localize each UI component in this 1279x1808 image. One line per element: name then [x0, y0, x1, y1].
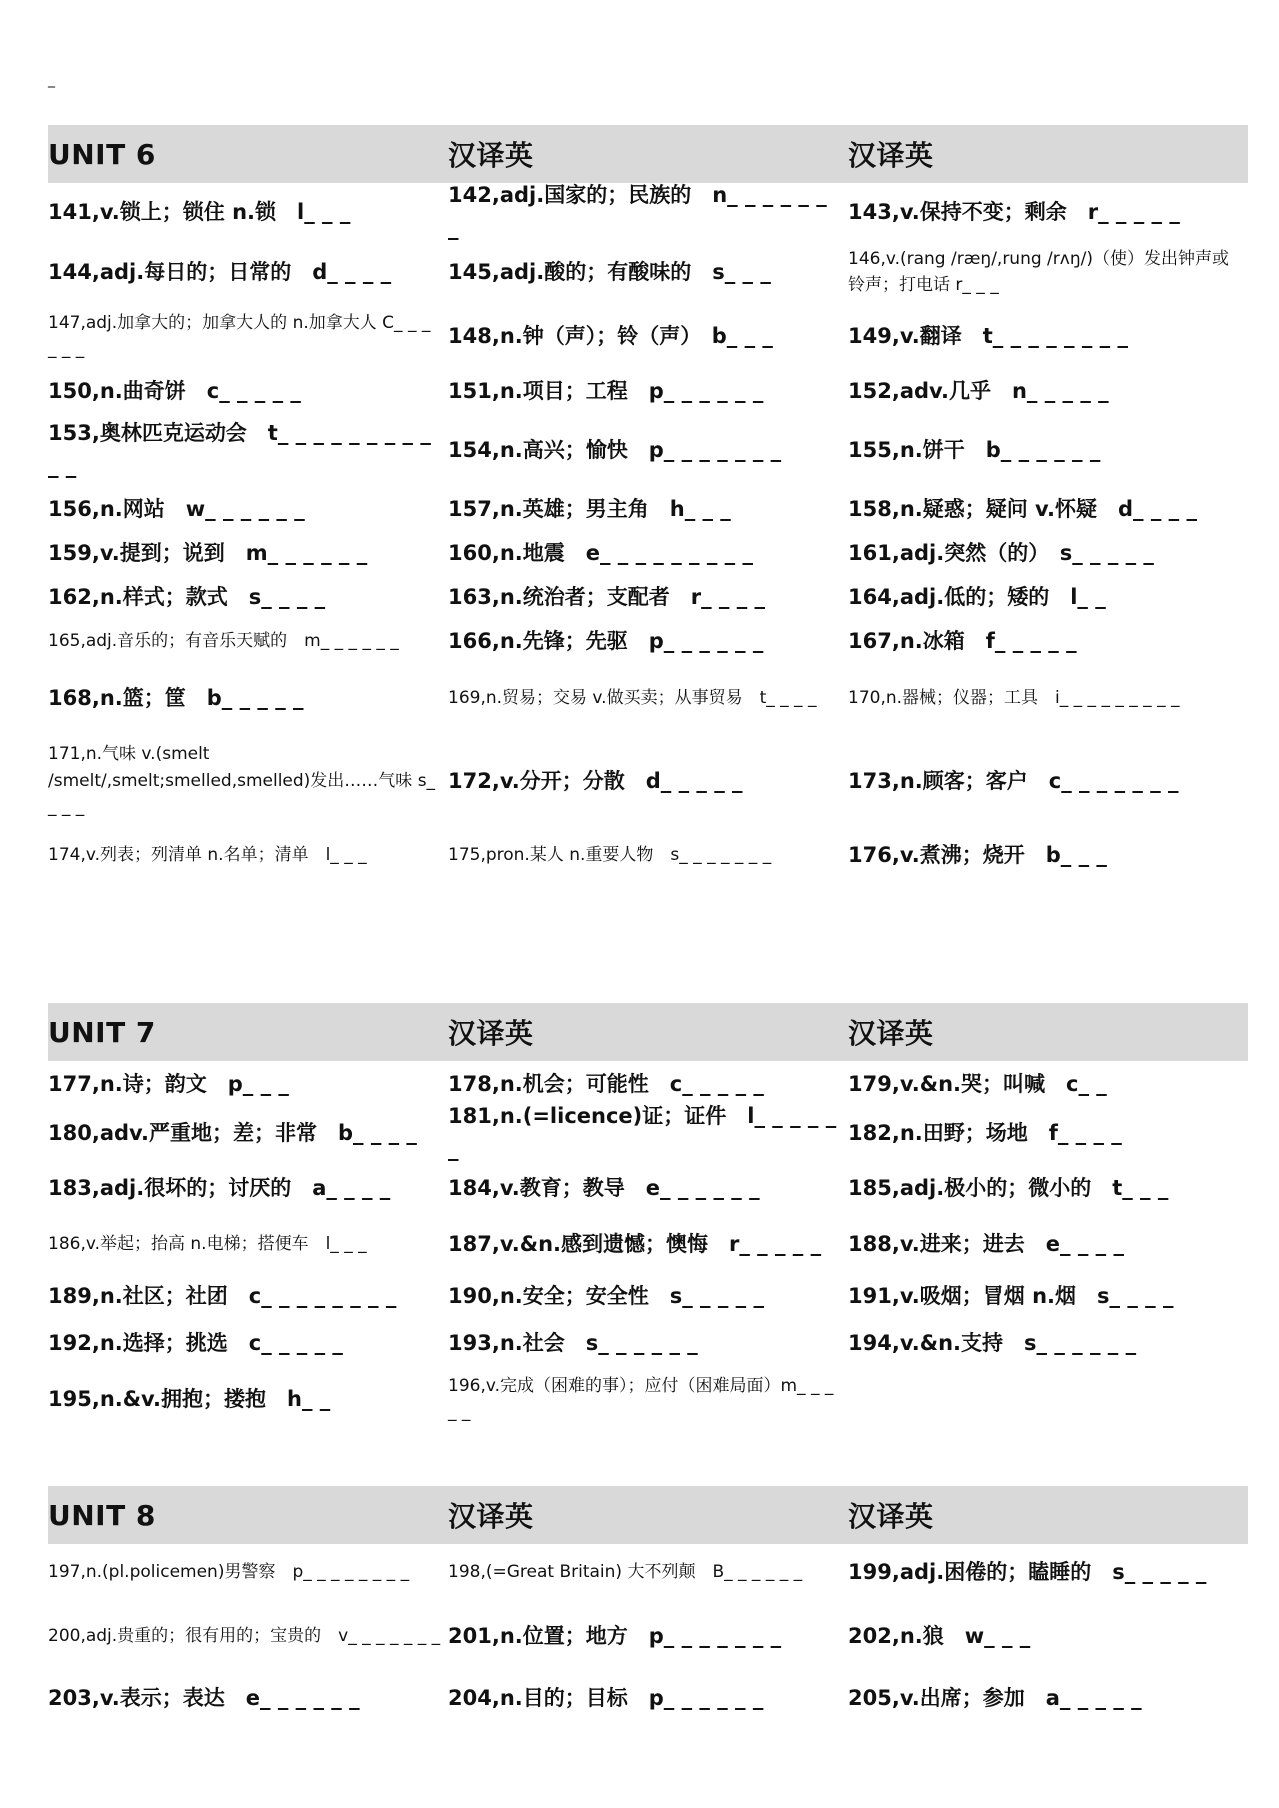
vocab-item: 194,v.&n.支持 s_ _ _ _ _ _ — [848, 1330, 1137, 1355]
unit-7-section — [48, 1003, 1248, 1433]
vocab-item: 146,v.(rang /ræŋ/,rung /rʌŋ/)（使）发出钟声或铃声；打电话 r_ _ _ — [848, 248, 1229, 295]
vocab-item: 200,adj.贵重的；很有用的；宝贵的 v_ _ _ _ _ _ _ — [48, 1625, 441, 1646]
vocab-item: 170,n.器械；仪器；工具 i_ _ _ _ _ _ _ _ _ — [848, 687, 1180, 708]
vocab-item: 165,adj.音乐的；有音乐天赋的 m_ _ _ _ _ _ — [48, 630, 399, 651]
vocab-item: 151,n.项目；工程 p_ _ _ _ _ _ — [448, 378, 764, 403]
column-heading: 汉译英 — [448, 1017, 534, 1050]
column-heading: 汉译英 — [848, 139, 934, 172]
vocab-item: 150,n.曲奇饼 c_ _ _ _ _ — [48, 378, 301, 403]
vocab-item: 143,v.保持不变；剩余 r_ _ _ _ _ — [848, 199, 1180, 224]
unit-header — [48, 1003, 1248, 1061]
table-row — [48, 487, 1248, 531]
vocab-item: 192,n.选择；挑选 c_ _ _ _ _ — [48, 1330, 343, 1355]
table-row — [48, 303, 1248, 369]
vocab-item: 187,v.&n.感到遗憾；懊悔 r_ _ _ _ _ — [448, 1231, 822, 1256]
table-row — [48, 733, 1248, 829]
vocab-item: 181,n.(=licence)证；证件 l_ _ _ _ _ _ — [448, 1104, 837, 1161]
table-row — [48, 1544, 1248, 1600]
table-row — [48, 413, 1248, 487]
vocab-item: 142,adj.国家的；民族的 n_ _ _ _ _ _ _ — [448, 183, 827, 240]
vocab-item: 160,n.地震 e_ _ _ _ _ _ _ _ _ — [448, 540, 753, 565]
vocab-item: 144,adj.每日的；日常的 d_ _ _ _ — [48, 259, 392, 284]
unit-title: UNIT 8 — [48, 1498, 156, 1532]
vocab-item: 178,n.机会；可能性 c_ _ _ _ _ — [448, 1071, 764, 1096]
vocab-item: 177,n.诗；韵文 p_ _ _ — [48, 1071, 289, 1096]
table-row — [48, 1600, 1248, 1672]
vocab-item: 184,v.教育；教导 e_ _ _ _ _ _ — [448, 1175, 760, 1200]
vocab-item: 154,n.高兴；愉快 p_ _ _ _ _ _ _ — [448, 437, 782, 462]
vocab-item: 190,n.安全；安全性 s_ _ _ _ _ — [448, 1283, 764, 1308]
vocab-item: 158,n.疑惑；疑问 v.怀疑 d_ _ _ _ — [848, 496, 1197, 521]
table-row — [48, 1271, 1248, 1321]
vocab-item: 182,n.田野；场地 f_ _ _ _ — [848, 1120, 1122, 1145]
unit-header — [48, 1486, 1248, 1544]
vocab-item: 179,v.&n.哭；叫喊 c_ _ — [848, 1071, 1107, 1096]
vocab-item: 183,adj.很坏的；讨厌的 a_ _ _ _ — [48, 1175, 391, 1200]
vocab-item: 204,n.目的；目标 p_ _ _ _ _ _ — [448, 1685, 764, 1710]
vocab-item: 196,v.完成（困难的事）；应付（困难局面）m_ _ _ _ _ — [448, 1375, 834, 1422]
column-heading: 汉译英 — [848, 1500, 934, 1533]
unit-title: UNIT 6 — [48, 137, 156, 171]
vocab-item: 152,adv.几乎 n_ _ _ _ _ — [848, 378, 1109, 403]
vocab-item: 163,n.统治者；支配者 r_ _ _ _ — [448, 584, 766, 609]
vocab-item: 185,adj.极小的；微小的 t_ _ _ — [848, 1175, 1169, 1200]
column-heading: 汉译英 — [848, 1017, 934, 1050]
vocab-item: 173,n.顾客；客户 c_ _ _ _ _ _ _ — [848, 768, 1179, 793]
vocab-item: 174,v.列表；列清单 n.名单；清单 l_ _ _ — [48, 844, 367, 865]
vocab-item: 167,n.冰箱 f_ _ _ _ _ — [848, 628, 1077, 653]
column-heading: 汉译英 — [448, 1500, 534, 1533]
unit-8-section — [48, 1486, 1248, 1724]
table-row — [48, 1104, 1248, 1161]
table-row — [48, 663, 1248, 733]
vocab-item: 188,v.进来；进去 e_ _ _ _ — [848, 1231, 1124, 1256]
vocab-item: 166,n.先锋；先驱 p_ _ _ _ _ _ — [448, 628, 764, 653]
unit-6-section — [48, 125, 1248, 881]
vocab-item: 203,v.表示；表达 e_ _ _ _ _ _ — [48, 1685, 360, 1710]
vocab-item: 180,adv.严重地；差；非常 b_ _ _ _ — [48, 1120, 417, 1145]
vocab-item: 157,n.英雄；男主角 h_ _ _ — [448, 496, 731, 521]
table-row — [48, 829, 1248, 881]
vocab-item: 168,n.篮；筐 b_ _ _ _ _ — [48, 685, 304, 710]
table-row — [48, 1321, 1248, 1365]
vocab-item: 193,n.社会 s_ _ _ _ _ _ — [448, 1330, 698, 1355]
vocab-item: 162,n.样式；款式 s_ _ _ _ — [48, 584, 326, 609]
vocab-item: 159,v.提到；说到 m_ _ _ _ _ _ — [48, 540, 368, 565]
vocab-item: 176,v.煮沸；烧开 b_ _ _ — [848, 842, 1107, 867]
table-row — [48, 1672, 1248, 1724]
vocab-item: 141,v.锁上；锁住 n.锁 l_ _ _ — [48, 199, 351, 224]
vocab-item: 156,n.网站 w_ _ _ _ _ _ — [48, 496, 305, 521]
vocab-item: 171,n.气味 v.(smelt /smelt/,smelt;smelled,smelled)发出……气味 s_ _ _ _ — [48, 744, 436, 818]
vocab-item: 145,adj.酸的；有酸味的 s_ _ _ — [448, 259, 771, 284]
vocab-item: 191,v.吸烟；冒烟 n.烟 s_ _ _ _ — [848, 1283, 1174, 1308]
vocab-item: 148,n.钟（声）；铃（声） b_ _ _ — [448, 323, 773, 348]
vocab-item: 153,奥林匹克运动会 t_ _ _ _ _ _ _ _ _ _ _ — [48, 421, 431, 478]
vocab-item: 175,pron.某人 n.重要人物 s_ _ _ _ _ _ _ — [448, 844, 772, 865]
column-heading: 汉译英 — [448, 139, 534, 172]
table-row — [48, 241, 1248, 303]
table-row — [48, 531, 1248, 575]
vocab-item: 172,v.分开；分散 d_ _ _ _ _ — [448, 768, 743, 793]
vocab-item: 205,v.出席；参加 a_ _ _ _ _ — [848, 1685, 1142, 1710]
table-row — [48, 575, 1248, 619]
vocab-item: 198,(=Great Britain) 大不列颠 B_ _ _ _ _ _ — [448, 1561, 803, 1582]
vocab-item: 169,n.贸易；交易 v.做买卖；从事贸易 t_ _ _ _ — [448, 687, 817, 708]
vocab-item: 197,n.(pl.policemen)男警察 p_ _ _ _ _ _ _ _ — [48, 1561, 410, 1582]
vocab-item: 199,adj.困倦的；瞌睡的 s_ _ _ _ _ — [848, 1559, 1207, 1584]
table-row — [48, 619, 1248, 663]
vocab-item: 189,n.社区；社团 c_ _ _ _ _ _ _ _ — [48, 1283, 397, 1308]
vocab-item: 195,n.&v.拥抱；搂抱 h_ _ — [48, 1386, 331, 1411]
vocab-item: 155,n.饼干 b_ _ _ _ _ _ — [848, 437, 1101, 462]
vocab-item: 161,adj.突然（的） s_ _ _ _ _ — [848, 540, 1154, 565]
table-row — [48, 1365, 1248, 1433]
unit-header — [48, 125, 1248, 183]
vocab-item: 186,v.举起；抬高 n.电梯；搭便车 l_ _ _ — [48, 1233, 367, 1254]
vocab-item: 164,adj.低的；矮的 l_ _ — [848, 584, 1106, 609]
vocab-item: 202,n.狼 w_ _ _ — [848, 1623, 1031, 1648]
top-dash: _ — [48, 72, 55, 88]
table-row — [48, 1217, 1248, 1271]
unit-title: UNIT 7 — [48, 1015, 156, 1049]
vocab-item: 149,v.翻译 t_ _ _ _ _ _ _ _ — [848, 323, 1128, 348]
table-row — [48, 183, 1248, 241]
table-row — [48, 1159, 1248, 1217]
table-row — [48, 369, 1248, 413]
vocab-item: 147,adj.加拿大的；加拿大人的 n.加拿大人 C_ _ _ _ _ _ — [48, 312, 431, 359]
vocab-item: 201,n.位置；地方 p_ _ _ _ _ _ _ — [448, 1623, 782, 1648]
